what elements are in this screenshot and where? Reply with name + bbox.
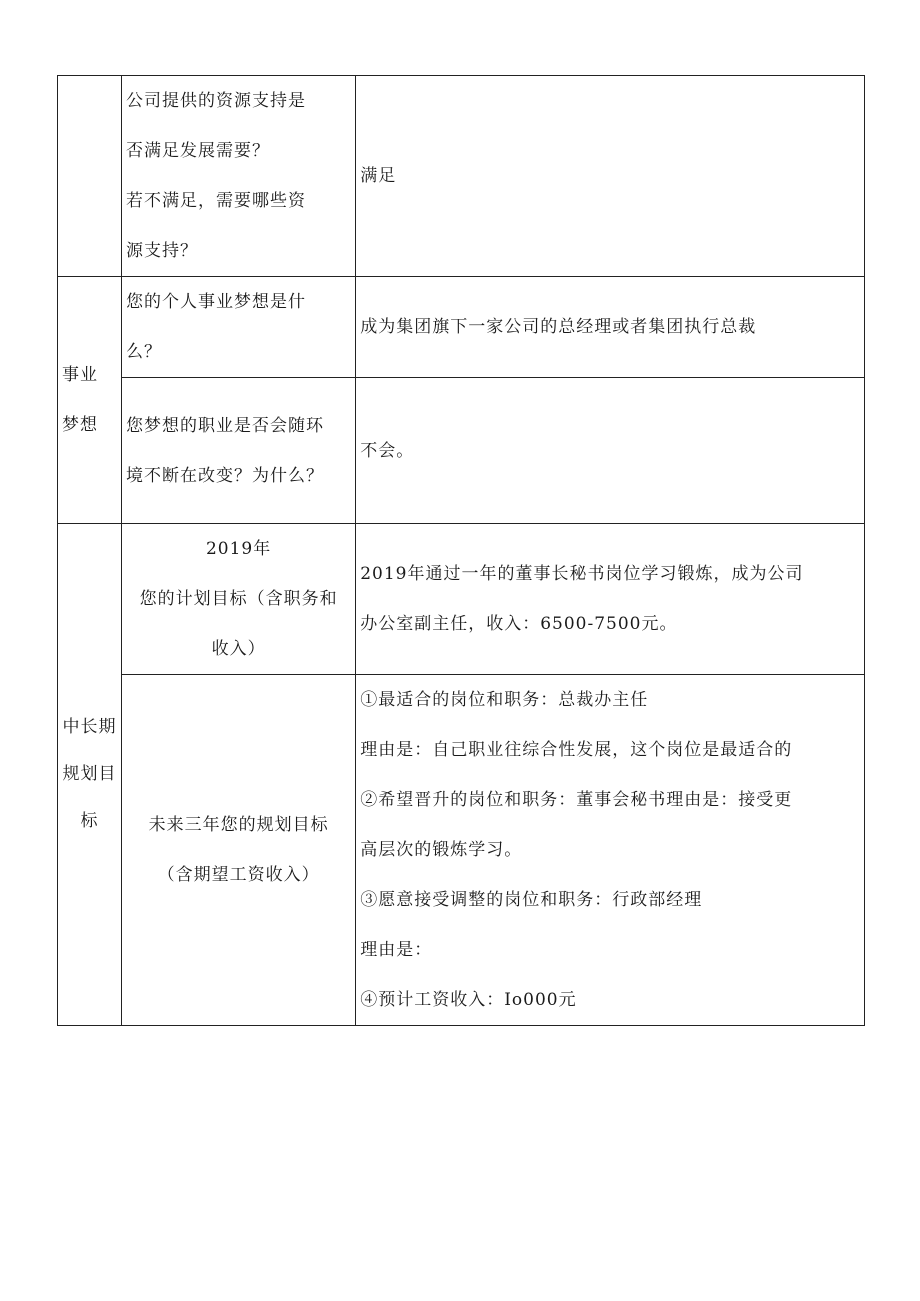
category-long-term <box>58 524 122 1026</box>
answer-line: 高层次的锻炼学习。 <box>360 840 523 860</box>
question-line: 么？ <box>125 342 162 362</box>
category-career-dream <box>58 277 122 524</box>
answer-line: 理由是：自己职业往综合性发展，这个岗位是最适合的 <box>360 740 793 760</box>
answer-text: 不会。 <box>360 440 415 461</box>
answer-plan-2019 <box>356 524 865 675</box>
answer-dream-change <box>356 378 865 524</box>
question-line: 收入） <box>211 639 266 659</box>
category-line: 梦想 <box>62 415 98 435</box>
category-cell-empty <box>58 76 122 277</box>
question-line: 公司提供的资源支持是 <box>125 91 306 111</box>
category-line: 中长期 <box>62 717 117 737</box>
question-line: 2019年 <box>205 539 272 559</box>
answer-career-dream <box>356 277 865 378</box>
question-line: 您的计划目标（含职务和 <box>139 589 338 609</box>
category-line: 规划目 <box>62 764 117 784</box>
answer-line: ③愿意接受调整的岗位和职务：行政部经理 <box>360 890 703 910</box>
answer-line: 2019年通过一年的董事长秘书岗位学习锻炼，成为公司 <box>360 564 804 584</box>
answer-line: ②希望晋升的岗位和职务：董事会秘书理由是：接受更 <box>360 790 793 810</box>
answer-line: 理由是： <box>360 940 433 960</box>
question-line: （含期望工资收入） <box>157 865 320 885</box>
table-row-plan-2019 <box>58 524 865 675</box>
career-plan-table <box>57 75 865 1026</box>
answer-resource-support <box>356 76 865 277</box>
answer-line: ①最适合的岗位和职务：总裁办主任 <box>360 690 649 710</box>
answer-text: 成为集团旗下一家公司的总经理或者集团执行总裁 <box>360 317 757 337</box>
question-line: 源支持？ <box>125 241 198 261</box>
question-line: 您的个人事业梦想是什 <box>125 292 306 312</box>
answer-text: 满足 <box>360 166 397 186</box>
question-plan-three-year <box>121 675 355 1026</box>
question-plan-2019 <box>121 524 355 675</box>
question-career-dream <box>121 277 355 378</box>
answer-plan-three-year <box>356 675 865 1026</box>
answer-line: ④预计工资收入：Io000元 <box>360 990 577 1010</box>
answer-line: 办公室副主任，收入：6500-7500元。 <box>360 614 678 634</box>
table-row-plan-three-year <box>58 675 865 1026</box>
question-line: 未来三年您的规划目标 <box>148 815 329 835</box>
category-line: 事业 <box>62 365 98 385</box>
question-dream-change <box>121 378 355 524</box>
table-row-career-dream-2 <box>58 378 865 524</box>
question-resource-support <box>121 76 355 277</box>
question-line: 否满足发展需要？ <box>125 141 270 161</box>
category-line: 标 <box>80 811 99 831</box>
question-line: 境不断在改变？为什么？ <box>125 465 324 486</box>
table-row-resource <box>58 76 865 277</box>
question-line: 您梦想的职业是否会随环 <box>125 415 324 436</box>
table-row-career-dream-1 <box>58 277 865 378</box>
question-line: 若不满足，需要哪些资 <box>125 191 306 211</box>
